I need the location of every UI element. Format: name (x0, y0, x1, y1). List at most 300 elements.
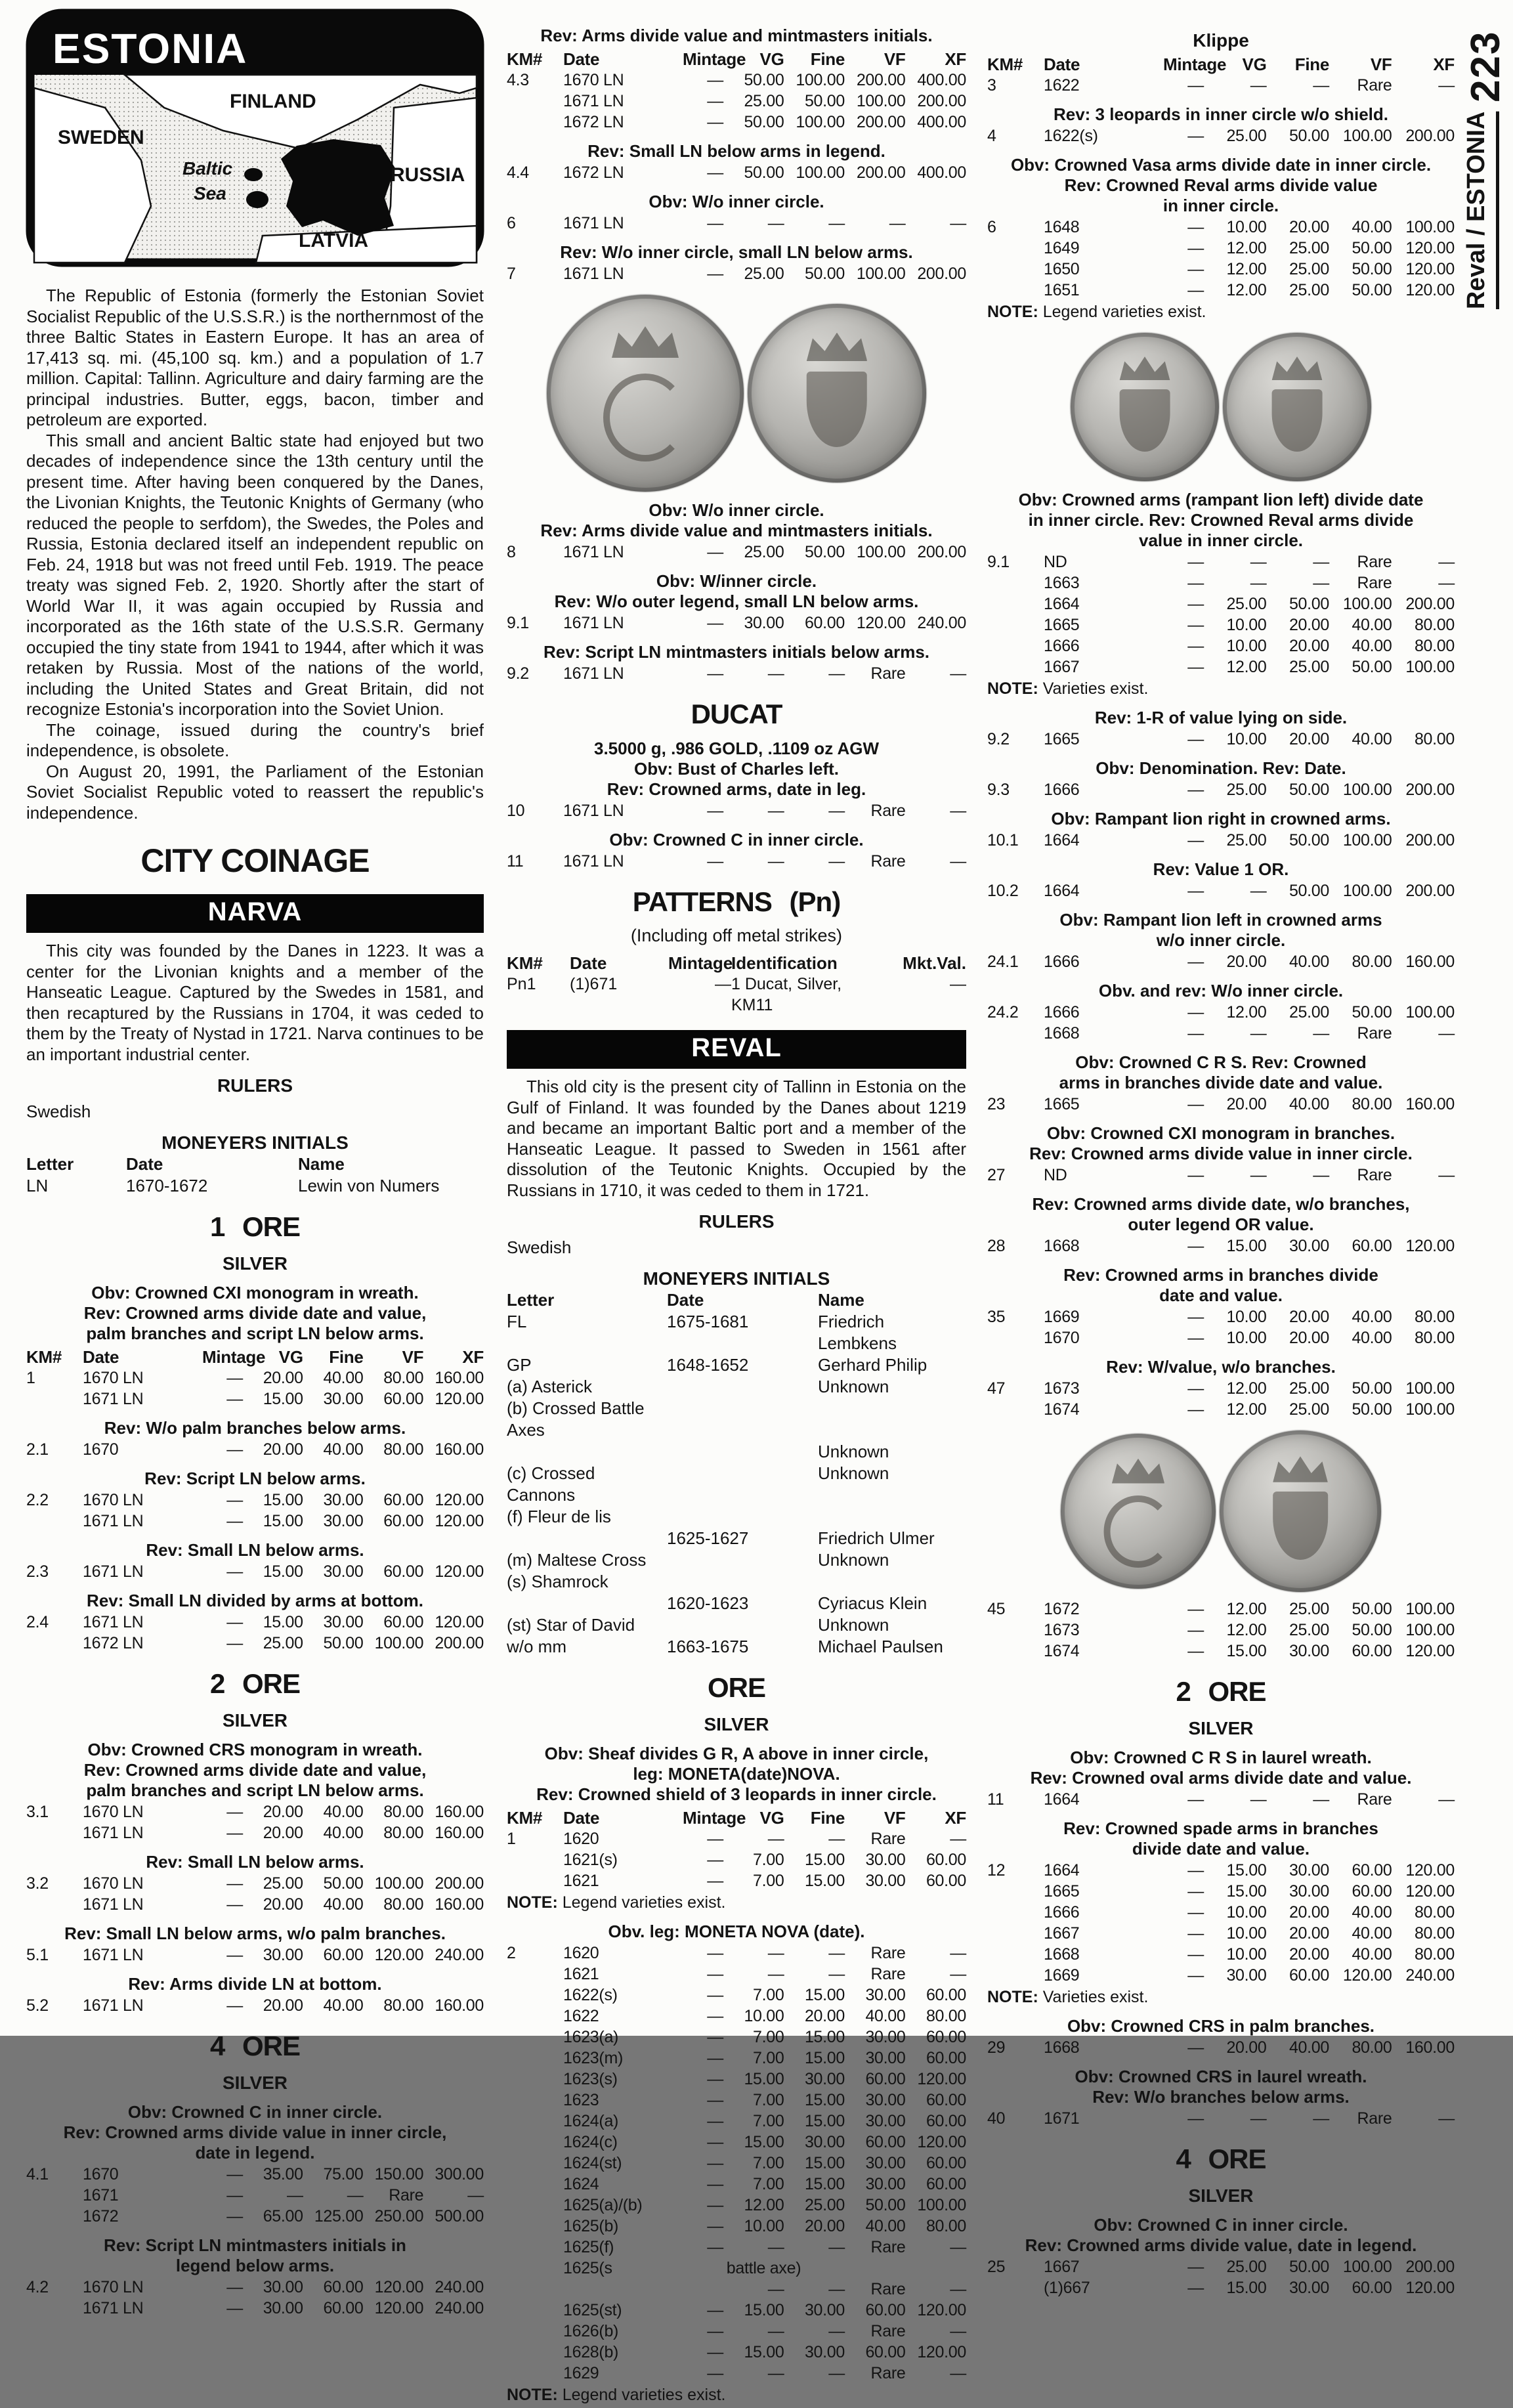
date-cell: 1672 (83, 2207, 119, 2225)
vg-cell: — (767, 1965, 784, 1983)
moneyer-row (507, 1614, 966, 1636)
table-row (507, 2153, 966, 2174)
xf-cell: 120.00 (917, 2133, 966, 2151)
date-cell: 1620 (563, 1944, 599, 1962)
table-row (507, 162, 966, 183)
table-row (26, 1633, 484, 1654)
fine-cell: 30.00 (323, 1390, 364, 1408)
left-column-blocks (26, 286, 484, 2319)
middle-column (507, 0, 966, 2408)
date-cell: 1620 (563, 1830, 599, 1848)
vg-cell: 30.00 (263, 1946, 303, 1964)
xf-cell: — (950, 1965, 966, 1983)
type-description-line: Rev: Crowned arms divide date, w/o branches, (1032, 1194, 1410, 1214)
type-description (26, 1418, 484, 1438)
coin-reverse-image (1071, 333, 1219, 481)
date-header: Date (83, 1347, 119, 1367)
km-cell: 4.3 (507, 71, 529, 89)
vf-cell: 80.00 (1352, 953, 1392, 971)
fine-cell: 40.00 (323, 1824, 364, 1842)
vf-cell: Rare (1357, 553, 1392, 571)
xf-cell: 60.00 (926, 1851, 966, 1869)
mintage-cell: — (707, 543, 723, 561)
mintage-cell: — (226, 1562, 243, 1581)
ruler-nationality: Swedish (507, 1237, 572, 1257)
fine-cell: 100.00 (796, 71, 845, 89)
mintage-cell: — (707, 2343, 723, 2361)
vf-cell: 150.00 (374, 2165, 424, 2183)
table-row (987, 951, 1455, 972)
type-description (987, 981, 1455, 1001)
xf-cell: 60.00 (926, 2028, 966, 2046)
fine-cell: 50.00 (1289, 595, 1329, 613)
date-cell: 1664 (1044, 1861, 1080, 1880)
vg-cell: 7.00 (753, 2049, 784, 2067)
mintage-cell: — (226, 1824, 243, 1842)
km-cell: 29 (987, 2038, 1006, 2057)
mintage-cell: — (226, 1946, 243, 1964)
km-cell: 12 (987, 1861, 1006, 1880)
fine-cell: — (1313, 1166, 1329, 1184)
moneyer-row (507, 1593, 966, 1614)
vf-cell: 200.00 (856, 163, 906, 182)
vf-cell: Rare (870, 2280, 906, 2298)
date-cell: 1671 LN (563, 265, 624, 283)
date-cell: 1670 LN (83, 1369, 144, 1387)
mintage-cell: — (707, 2364, 723, 2382)
table-row (26, 1995, 484, 2016)
paragraph: On August 20, 1991, the Parliament of the Estonian Soviet Socialist Republic voted to reassert the republic's independence. (26, 761, 484, 823)
mintage-cell: — (226, 1440, 243, 1459)
moneyer-row (507, 1311, 966, 1354)
fine-cell: — (828, 802, 845, 820)
date-cell: 1670 LN (83, 1803, 144, 1821)
moneyer-name-cell: Unknown (818, 1463, 889, 1483)
map-title: ESTONIA (53, 25, 248, 72)
type-description-line: date in legend. (195, 2143, 315, 2162)
date-cell: 1648 (1044, 218, 1080, 236)
section-title: CITY COINAGE (140, 842, 370, 879)
km-cell: 40 (987, 2109, 1006, 2128)
date-cell: 1671 (1044, 2109, 1080, 2128)
table-row (987, 217, 1455, 238)
date-cell: 1667 (1044, 658, 1080, 676)
moneyer-row (507, 1528, 966, 1549)
vf-cell: 40.00 (1352, 1945, 1392, 1964)
vf-cell: 80.00 (383, 1803, 424, 1821)
table-row (507, 2132, 966, 2153)
xf-cell: — (1438, 574, 1455, 592)
coin-photo-pair (507, 295, 966, 492)
xf-cell: 200.00 (917, 543, 966, 561)
fine-cell: 30.00 (1289, 1237, 1329, 1255)
table-row (507, 1849, 966, 1870)
type-description-line: Obv: Crowned CXI monogram in wreath. (91, 1283, 419, 1302)
table-row (987, 125, 1455, 146)
fine-cell: 20.00 (1289, 1945, 1329, 1964)
mintage-cell: — (1187, 218, 1204, 236)
type-description-line: Rev: 3 leopards in inner circle w/o shield. (1053, 104, 1389, 124)
type-description-line: Obv: Crowned C in inner circle. (609, 830, 864, 849)
fine-cell: 15.00 (804, 2112, 845, 2130)
moneyer-header-row (507, 1289, 966, 1311)
fine-cell: 30.00 (804, 2070, 845, 2088)
vg-cell: 7.00 (753, 2154, 784, 2172)
fine-cell: 15.00 (804, 2154, 845, 2172)
type-description-line: Rev: Crowned shield of 3 leopards in inner circle. (536, 1784, 937, 1804)
vg-cell: 15.00 (263, 1613, 303, 1631)
date-cell: 1671 LN (83, 1996, 144, 2015)
map-label-russia: RUSSIA (391, 164, 465, 186)
date-cell: 1624 (563, 2175, 599, 2193)
vf-cell: Rare (870, 2322, 906, 2340)
mintage-cell: — (1187, 1642, 1204, 1660)
table-row (987, 1599, 1455, 1620)
vf-cell: 100.00 (1342, 882, 1392, 900)
fine-cell: — (1313, 1790, 1329, 1809)
date-header: Date (563, 49, 600, 69)
xf-cell: 160.00 (435, 1824, 484, 1842)
xf-cell: 60.00 (926, 2112, 966, 2130)
moneyer-name-cell: Friedrich Lembkens (818, 1312, 897, 1353)
km-cell: 7 (507, 265, 516, 283)
vg-cell: 12.00 (1226, 239, 1267, 257)
km-cell: 10.1 (987, 831, 1019, 849)
mintage-cell: — (1187, 1861, 1204, 1880)
date-cell: 1671 LN (563, 214, 624, 232)
table-row (507, 1985, 966, 2006)
vg-cell: 15.00 (744, 2070, 784, 2088)
km-cell: 4.1 (26, 2165, 49, 2183)
type-description (26, 1924, 484, 1944)
fine-cell: — (828, 1944, 845, 1962)
type-description (987, 1357, 1455, 1377)
fine-cell: 25.00 (1289, 281, 1329, 299)
date-cell: 1665 (1044, 616, 1080, 634)
vf-cell: 40.00 (1352, 616, 1392, 634)
moneyer-letter-cell: (f) Fleur de lis (507, 1507, 611, 1526)
mintage-cell: — (1187, 127, 1204, 145)
type-description-line: Rev: Small LN below arms, w/o palm branches. (64, 1924, 446, 1943)
xf-cell: 100.00 (1405, 658, 1455, 676)
vg-cell: 25.00 (1226, 781, 1267, 799)
type-description-line: Rev: Crowned arms in branches divide (1063, 1265, 1378, 1285)
xf-cell: 120.00 (435, 1390, 484, 1408)
right-column-blocks (987, 30, 1455, 2298)
table-row (987, 1165, 1455, 1186)
xf-cell: 120.00 (1405, 1642, 1455, 1660)
xf-cell: 80.00 (1414, 1903, 1455, 1922)
mintage-cell: — (226, 1803, 243, 1821)
type-description-line: Obv: Crowned CRS in laurel wreath. (1075, 2067, 1367, 2086)
table-row (987, 830, 1455, 851)
type-description-line: date and value. (1159, 1285, 1283, 1305)
sub-heading: MONEYERS INITIALS (161, 1132, 349, 1153)
date-cell: 1622(s) (1044, 127, 1098, 145)
type-description (26, 1591, 484, 1611)
page-edge-label (1462, 16, 1509, 324)
fine-cell: 50.00 (804, 543, 845, 561)
date-cell: 1671 LN (563, 543, 624, 561)
table-row (987, 729, 1455, 750)
xf-cell: 100.00 (1405, 1003, 1455, 1021)
vg-cell: — (767, 2364, 784, 2382)
moneyer-date-cell: 1620-1623 (667, 1593, 749, 1613)
type-description (26, 1974, 484, 1994)
vf-cell: 50.00 (1352, 1600, 1392, 1618)
fine-cell: — (828, 2322, 845, 2340)
type-description-line: Rev: Crowned arms divide value in inner circle. (1029, 1144, 1413, 1163)
moneyer-date-cell: Date (126, 1154, 163, 1174)
vg-cell: 15.00 (1226, 1861, 1267, 1880)
fine-cell: — (1313, 1024, 1329, 1043)
vg-cell: 12.00 (1226, 1400, 1267, 1419)
vf-cell: 80.00 (1352, 1095, 1392, 1113)
table-row (507, 2174, 966, 2195)
vg-cell: 20.00 (1226, 953, 1267, 971)
vf-cell: 120.00 (374, 2299, 424, 2317)
type-description-line: Rev: Script LN below arms. (144, 1469, 366, 1488)
fine-cell: — (1313, 76, 1329, 95)
vf-cell: 60.00 (1352, 1237, 1392, 1255)
mintage-cell: — (1187, 616, 1204, 634)
vf-cell: 40.00 (1352, 1308, 1392, 1326)
xf-cell: 400.00 (917, 71, 966, 89)
date-cell: 1623(a) (563, 2028, 619, 2046)
xf-cell: 400.00 (917, 113, 966, 131)
vg-cell: 10.00 (1226, 1308, 1267, 1326)
date-cell: 1672 (1044, 1600, 1080, 1618)
table-row (987, 280, 1455, 301)
fine-cell: 20.00 (1289, 1308, 1329, 1326)
vf-cell: 50.00 (1352, 1003, 1392, 1021)
vf-cell: 100.00 (856, 265, 906, 283)
mintage-cell: — (1187, 1924, 1204, 1943)
coin-photo-pair (987, 333, 1455, 481)
km-header: KM# (987, 54, 1023, 74)
xf-cell: 120.00 (917, 2070, 966, 2088)
vg-cell: 10.00 (1226, 616, 1267, 634)
type-description-line: Obv: Crowned CXI monogram in branches. (1046, 1123, 1396, 1143)
vf-cell: 100.00 (856, 92, 906, 110)
table-row (507, 1828, 966, 1849)
vf-cell: 50.00 (1352, 260, 1392, 278)
vg-cell: 7.00 (753, 2091, 784, 2109)
date-cell: 1628(b) (563, 2343, 619, 2361)
market-value-header: Mkt.Val. (903, 953, 966, 973)
km-cell: 2 (507, 1944, 516, 1962)
sub-heading: RULERS (698, 1211, 775, 1232)
mintage-cell: — (1187, 637, 1204, 655)
sub-heading: SILVER (222, 2073, 288, 2093)
moneyer-row (507, 1441, 966, 1463)
table-header-row (26, 1346, 484, 1367)
date-cell: 1666 (1044, 637, 1080, 655)
fine-cell: 100.00 (796, 163, 845, 182)
moneyer-name-cell: Name (818, 1290, 864, 1310)
vf-header: VF (884, 49, 906, 69)
vf-cell: 40.00 (1352, 1924, 1392, 1943)
vf-cell: 50.00 (1352, 1379, 1392, 1398)
vf-cell: 60.00 (383, 1512, 424, 1530)
table-row (987, 1881, 1455, 1902)
date-cell: (1)671 (570, 975, 618, 993)
km-cell: 4.2 (26, 2278, 49, 2296)
fine-cell: 30.00 (1289, 2279, 1329, 2297)
type-description-line: Rev: Value 1 OR. (1153, 859, 1289, 879)
vf-cell: 60.00 (383, 1390, 424, 1408)
date-cell: 1622(s) (563, 1986, 618, 2004)
note-label: NOTE: (507, 2386, 558, 2404)
fine-cell: 40.00 (1289, 953, 1329, 971)
table-row (987, 1306, 1455, 1327)
vf-cell: Rare (1357, 574, 1392, 592)
type-description (507, 571, 966, 612)
fine-cell: 25.00 (1289, 1621, 1329, 1639)
vg-header: VG (278, 1347, 303, 1367)
type-description-line: 3.5000 g, .986 GOLD, .1109 oz AGW (594, 739, 879, 758)
vg-cell: 12.00 (1226, 260, 1267, 278)
vg-cell: 25.00 (263, 1874, 303, 1893)
xf-cell: 80.00 (1414, 616, 1455, 634)
xf-cell: — (950, 1944, 966, 1962)
type-description-line: Rev: W/value, w/o branches. (1106, 1357, 1336, 1377)
vf-cell: 100.00 (1342, 831, 1392, 849)
table-row (987, 880, 1455, 901)
vg-cell: 7.00 (753, 1872, 784, 1890)
xf-cell: 60.00 (926, 1986, 966, 2004)
mintage-cell: — (707, 1872, 723, 1890)
right-column (987, 0, 1455, 2298)
mintage-cell: — (707, 2238, 723, 2256)
vf-cell: Rare (870, 802, 906, 820)
date-cell: 1666 (1044, 1903, 1080, 1922)
vf-header: VF (884, 1808, 906, 1828)
xf-cell: 200.00 (435, 1874, 484, 1893)
vg-cell: 10.00 (744, 2217, 784, 2235)
vf-cell: 120.00 (1342, 1966, 1392, 1985)
vf-cell: 40.00 (1352, 1329, 1392, 1347)
fine-cell: 40.00 (323, 1803, 364, 1821)
xf-cell: 120.00 (917, 2343, 966, 2361)
vf-cell: 60.00 (1352, 1642, 1392, 1660)
km-cell: 23 (987, 1095, 1006, 1113)
date-cell: ND (1044, 553, 1067, 571)
subtitle-text: (Including off metal strikes) (630, 926, 843, 945)
mintage-cell: — (1187, 1379, 1204, 1398)
moneyer-letter-cell: Letter (507, 1290, 555, 1310)
table-row (507, 2111, 966, 2132)
km-cell: 4.4 (507, 163, 529, 182)
fine-cell: 40.00 (323, 1996, 364, 2015)
vf-cell: 50.00 (1352, 658, 1392, 676)
fine-cell: 30.00 (323, 1562, 364, 1581)
vg-cell: 10.00 (1226, 1329, 1267, 1347)
xf-cell: 240.00 (1405, 1966, 1455, 1985)
mintage-cell: — (707, 214, 723, 232)
type-description-line: Rev: W/o palm branches below arms. (104, 1418, 406, 1438)
date-cell: 1669 (1044, 1308, 1080, 1326)
vf-cell: 60.00 (1352, 1882, 1392, 1901)
table-row (987, 1944, 1455, 1965)
denomination-heading: PATTERNS (Pn) (632, 886, 841, 917)
type-description (987, 1123, 1455, 1164)
date-cell: 1665 (1044, 730, 1080, 748)
table-row (987, 75, 1455, 96)
xf-cell: 80.00 (1414, 730, 1455, 748)
fine-cell: 75.00 (323, 2165, 364, 2183)
mintage-cell: — (1187, 2258, 1204, 2276)
fine-cell: 50.00 (1289, 831, 1329, 849)
denomination-heading: 4 ORE (209, 2031, 301, 2061)
fine-cell: 30.00 (1289, 1882, 1329, 1901)
mintage-cell: — (226, 1895, 243, 1914)
mintage-cell: — (707, 113, 723, 131)
mintage-cell: — (707, 2133, 723, 2151)
table-row (507, 70, 966, 91)
sub-heading: SILVER (222, 1710, 288, 1731)
vg-cell: — (767, 664, 784, 683)
fine-header: Fine (329, 1347, 364, 1367)
km-header: KM# (507, 49, 542, 69)
xf-cell: 80.00 (926, 2217, 966, 2235)
xf-header: XF (462, 1347, 484, 1367)
date-cell: 1665 (1044, 1095, 1080, 1113)
xf-cell: 100.00 (1405, 1379, 1455, 1398)
mintage-header: Mintage (1163, 54, 1227, 74)
mintage-cell: — (226, 2165, 243, 2183)
moneyer-name-cell: Unknown (818, 1615, 889, 1635)
date-cell: 1624(c) (563, 2133, 618, 2151)
vg-cell: — (767, 2238, 784, 2256)
fine-cell: — (828, 2280, 845, 2298)
vg-cell: — (767, 1830, 784, 1848)
mintage-cell: — (1187, 1903, 1204, 1922)
table-row (987, 1620, 1455, 1641)
km-cell: 11 (507, 852, 524, 871)
mintage-cell: — (1187, 1308, 1204, 1326)
date-cell: 1623 (563, 2091, 599, 2109)
type-description (26, 1283, 484, 1344)
mintage-header: Mintage (202, 1347, 266, 1367)
mintage-cell: — (707, 163, 723, 182)
table-row (507, 613, 966, 634)
xf-header: XF (945, 49, 966, 69)
sub-heading: SILVER (704, 1714, 769, 1734)
xf-cell: 80.00 (1414, 1924, 1455, 1943)
note-text: Legend varieties exist. (1042, 303, 1206, 321)
type-description-line: Rev: Crowned oval arms divide date and value. (1030, 1768, 1412, 1788)
mintage-cell: — (707, 2154, 723, 2172)
fine-cell: 50.00 (804, 92, 845, 110)
date-cell: 1666 (1044, 1003, 1080, 1021)
table-row (987, 593, 1455, 614)
mintage-cell: — (1187, 2279, 1204, 2297)
mintage-cell: — (1187, 553, 1204, 571)
vg-cell: 15.00 (1226, 2279, 1267, 2297)
fine-cell: 50.00 (804, 265, 845, 283)
type-description-line: Rev: Script LN mintmasters initials below arms. (543, 642, 930, 662)
vf-cell: Rare (870, 664, 906, 683)
note-label: NOTE: (507, 1893, 558, 1912)
date-cell: 1668 (1044, 2038, 1080, 2057)
vf-cell: 60.00 (1352, 2279, 1392, 2297)
vf-cell: — (889, 214, 906, 232)
type-description-line: leg: MONETA(date)NOVA. (633, 1764, 840, 1784)
table-row (987, 1965, 1455, 1986)
xf-cell: 400.00 (917, 163, 966, 182)
fine-cell: — (1313, 2109, 1329, 2128)
